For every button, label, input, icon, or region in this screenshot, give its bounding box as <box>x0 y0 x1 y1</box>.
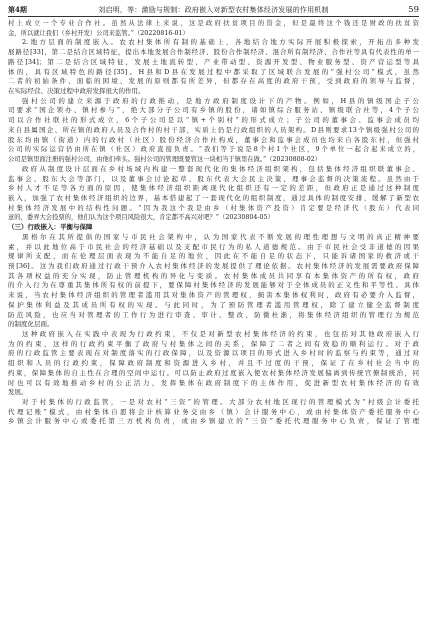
text-line: 体的，具有区域特色的路径[35]。H县和D县在发展过程中都采取了区域联合发展的“强村公司”模式，虽然 <box>8 67 419 76</box>
text-line: 约束，保障集体的自主性在合理的空间中运行。可以防止政府过度嵌入使农村集体经济发展偏离到传统官僚制统治，同 <box>8 368 419 377</box>
text-line: 来说，当农村集体经济组织的管理者滥用其对集体资产的管理权，损害本集体权利时，政府有必要介入监督， <box>8 291 419 300</box>
text-line: 发展。 <box>8 388 28 397</box>
text-line: 的介入行为在尊重其集体所有权的前提下，要保障村集体经济的发展能够对于全体成员的正义性和平等性。具体 <box>8 281 419 290</box>
text-line: 村上成立一个专业合作社。虽然从法律上来说，这是政府扶贫项目的资金，但是最终这个钱还是财政的扶贫资 <box>8 20 419 27</box>
text-line: 政府从制度设计层面在乡村场域内构建一整套现代化的集体经济组织架构，包括集体经济组织联董事会、 <box>22 164 419 173</box>
text-line: 其各项权益的充分实现，防止管理机构的异化与变质。农村集体成员共同享有本集体资产的所有权，政府 <box>8 271 419 280</box>
text-line: 公司是镇里面注册的强村公司，由他们牵头。强村公司的管理既要管这一块相当于镇里在做。”（20230808-02） <box>8 156 322 164</box>
text-line: 为的约束，这样的行政约束平衡了政府与村集体之间的关系，保障了二者之间有效稳的顺利运行。对于政 <box>8 339 419 348</box>
text-line: 这种政府嵌入在实践中表现为行政约束，不仅是对新型农村集体经济的约束，也包括对其他政府嵌入行 <box>22 330 419 338</box>
text-line: 黑格尔在其所提倡的国家与市民社会架构中，认为国家代表不断发展的理性理想与文明的真正精神要 <box>22 232 419 241</box>
text-line: 防范风险，也应当对管理者的工作行为进行审查、审计、整改、防微杜渐，将集体经济组织的管理行为规范 <box>8 310 419 319</box>
text-line: 强村公司的建立来源于政府的行政推动，是地方政府制度设计下的产物。例如，H县的镇级国企子公 <box>22 96 419 105</box>
text-line: 府的行政监管主要表现在对制度落实的行政保障，以及资源以项目的形式进入乡村时的监察与约束等，通过对 <box>8 349 419 358</box>
text-line: 在实际经营、决策过程中政府发挥很大的作用。 <box>8 87 145 96</box>
text-line: 保护集体利益及其成员所有权的实现。与此同时，为了预防管理者滥用管理权，除了建立健全监督制度 <box>8 300 419 309</box>
running-header <box>8 4 419 16</box>
text-line: 司以合作社联社的形式成立，6个子公司是以“镇+个别村”的形式成立；子公司的董事会、监事会成员均 <box>8 116 419 125</box>
text-line: 2.地方层面的制度嵌入。农农村集体所有制的基础上，各地结合地方实际开展积极探索，开拓出多种发 <box>22 38 419 47</box>
text-line: 来自县属国企、所在镇的政府人员及合作村的村干部，实质上仍是行政组织的人员架构。D县则要求13个镇级强村公司的 <box>8 125 419 134</box>
page-number: 59 <box>408 5 419 15</box>
text-line: 乡村人才不足等各方面的原因，使集体经济组织距离现代化组织还有一定的差距，但政府正是通过这种制度 <box>8 184 419 193</box>
text-line: 规律所支配，而在伦理层面表现为不能自足的地位，因此在不能自足的状态下，只能诉诸国家的救济或干 <box>8 252 419 261</box>
issue-label: 第4期 <box>8 5 27 14</box>
text-line: 乡镇会计服务中心或委托第三方机构负责，或由乡镇建立的“三资”委托代理服务中心负责，保证了管理 <box>8 417 419 426</box>
text-line: 对于村集体的行政监管，一是对农村“三资”的管理。大部分农村地区现行的管理模式为“村级会计委托 <box>22 398 419 407</box>
text-line: 路径[34]；第二是结合区域特征，发展土地流转型、产业带动型、资源开发型、物业服务型、资产营运型等具 <box>8 57 419 66</box>
text-line: 预[36]。这为我们政府通过行政干预介入农村集体经济的发展提供了理论依据。农村集体经济的发展需要政府保障 <box>8 261 419 270</box>
header-rule <box>8 16 419 17</box>
text-line: 金，所以就让我们（乡村开发）公司来监管。”（20220816-01） <box>8 29 189 37</box>
text-line: 组织和人员的行政约束，保障政府制度和资源进入乡村，并且不过度的干预，保证了在乡村社会当中的 <box>8 359 419 368</box>
article-body <box>8 19 419 620</box>
text-line: 股东均由镇（街道）内的行政村（社区）股份经济合作社构成，董事会和监事会成员也均来自各股东村，但强村 <box>8 135 419 144</box>
text-line: 时也可以有效地推动乡村的公正活力，发挥集体在政府制度下的主体作用，促进新型农村集体经济的有效 <box>8 378 419 387</box>
text-line: 公司的实际运营仍由所在镇（社区）政府直接负责。“我们等于说是8个村1个社区，9个单位一起合起来成立的， <box>8 146 419 154</box>
text-line: 司要求“国企领办、镇村参与”，绝大部分子公司有乡镇的股份，诸如镇综合服务站、镇级联合社等，4个子公 <box>8 106 419 115</box>
text-line: 村集体经济发展中的结构性问题。“因为我这个我是由乡（村集体资产投资）肯定要是经济代（股东）代表同 <box>8 204 419 212</box>
text-line: 素，并以此地位高于市民社会的经济基础以及支配市民行为的私人道德规范。由于市民社会受非道德的因果 <box>8 242 419 251</box>
text-line: 代理记账”模式，由村集体自愿将会计核算业务交由乡（镇）会计服务中心，或由村集体资产委托服务中心 <box>8 407 419 416</box>
section-heading: （三）行政嵌入：平衡与保障 <box>8 223 93 232</box>
text-line: 嵌入，加强了农村集体经济组织的边界，基本搭建起了一套现代化的组织制度，通过具体的制度安排，缓解了新型农 <box>8 193 419 202</box>
text-line: 监事会、股东大会等部门，以及董事会讨论起草、股东代表大会民主决策、理事会监督的决策流程。虽然由于 <box>8 174 419 183</box>
text-line: 的制度化层面。 <box>8 320 54 329</box>
running-title: 刘启明，等：激励与规制：政府嵌入对新型农村集体经济发展的作用机制 <box>98 6 329 14</box>
text-line: 二者的初始条件、面临的困境、发展的原则都有所差异，但都存在高度的政府干预，受到政府的领导与监督， <box>8 77 419 86</box>
text-line: 意的，委弄大会投票的，他们认为这个项目风险很大，肯定都不高兴对吧？”（20230804-05） <box>8 214 274 222</box>
text-line: 展路径[33]，第二是结合区域特征，提出本地发展合作制经济、股份合作制经济、混合所有制经济、合作社等具有代表性的单一 <box>8 48 419 57</box>
